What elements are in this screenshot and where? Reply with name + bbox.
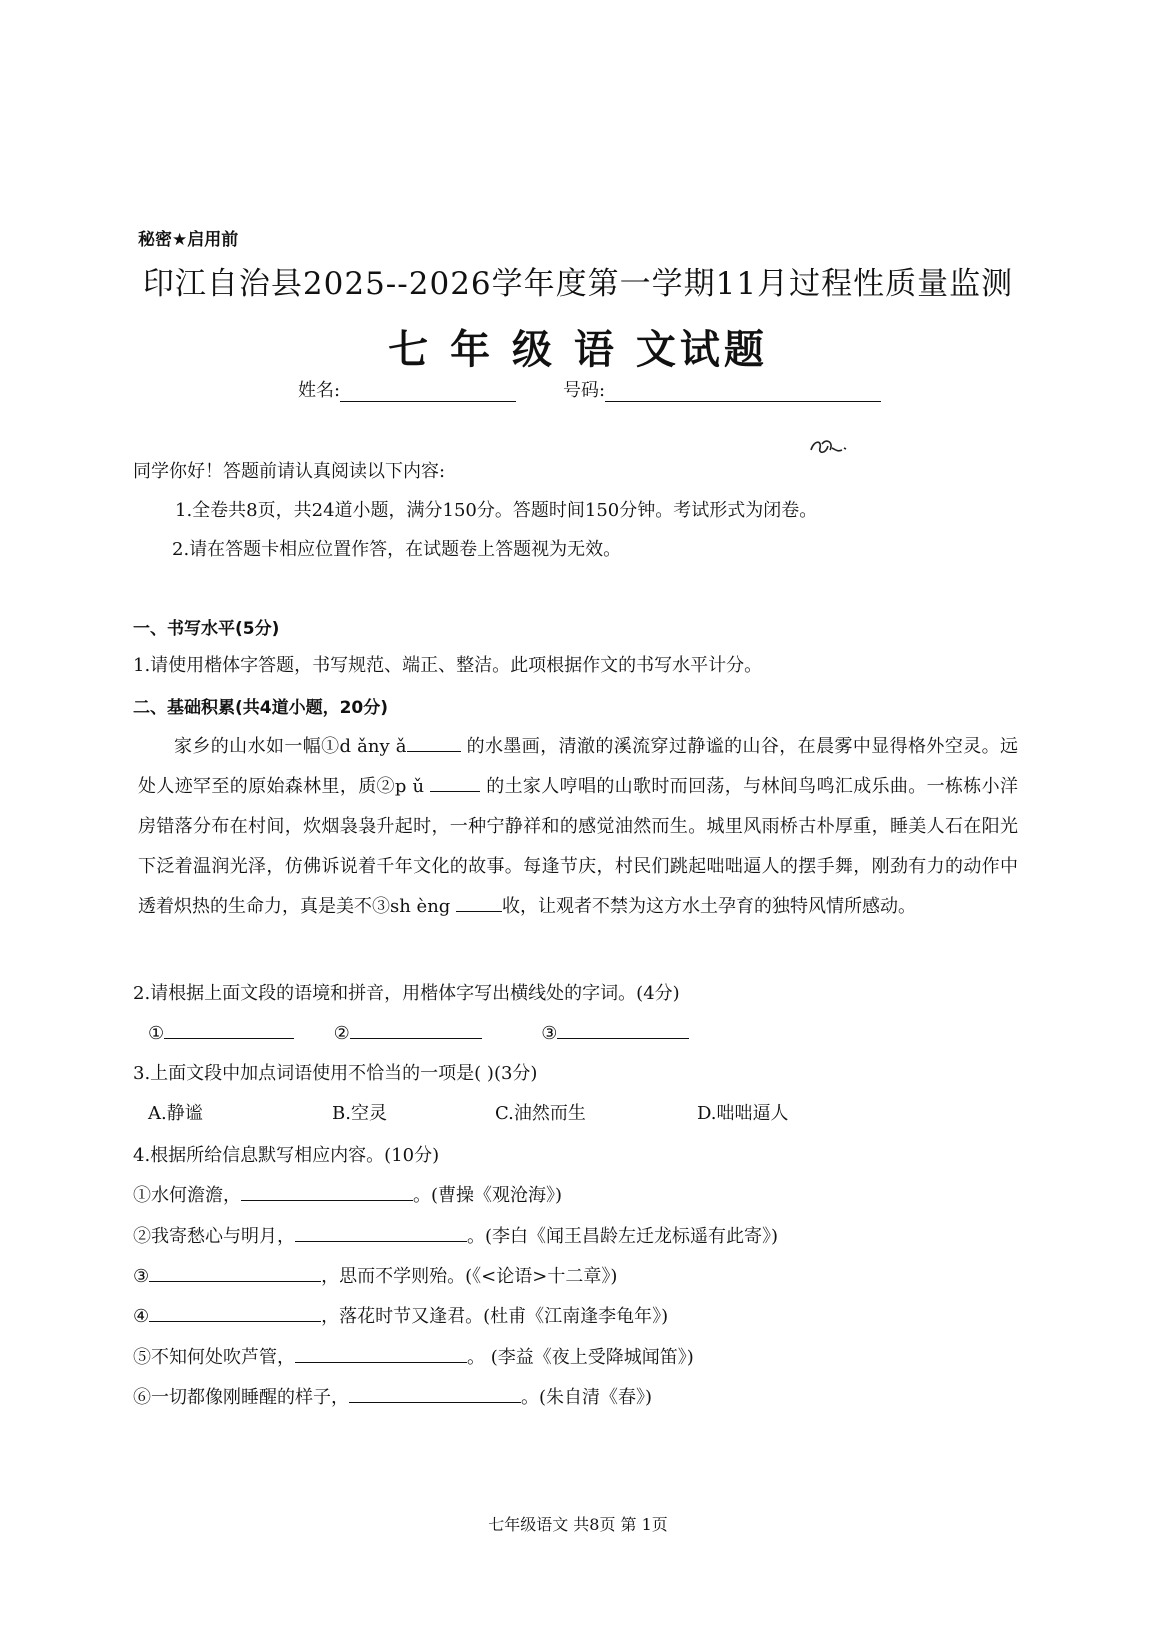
- q3-option-d[interactable]: D.咄咄逼人: [697, 1103, 789, 1124]
- q3-option-b[interactable]: B.空灵: [332, 1103, 387, 1124]
- passage-part-1: 家乡的山水如一幅①d ǎny ǎ: [174, 736, 407, 757]
- section-2-heading: 二、基础积累(共4道小题，20分): [133, 698, 389, 718]
- notice-intro: 同学你好！答题前请认真阅读以下内容:: [133, 461, 446, 482]
- q4-blank-2[interactable]: [295, 1223, 467, 1242]
- q4-item-1: [133, 1182, 562, 1210]
- number-label: 号码:: [563, 380, 606, 401]
- q4-blank-3[interactable]: [149, 1263, 321, 1282]
- exam-subtitle: 七 年 级 语 文试题: [388, 327, 768, 373]
- q2-blank-3[interactable]: [557, 1020, 689, 1039]
- q4-item-2-source: 。(李白《闻王昌龄左迁龙标遥有此寄》): [467, 1226, 779, 1247]
- question-4: 4.根据所给信息默写相应内容。(10分): [133, 1145, 440, 1166]
- name-field: [298, 376, 516, 402]
- q4-item-5-prompt: ⑤不知何处吹芦管，: [133, 1347, 295, 1368]
- q2-blank-1[interactable]: [164, 1020, 294, 1039]
- name-label: 姓名:: [298, 380, 341, 401]
- passage-part-4: 收，让观者不禁为这方水土孕育的独特风情所感动。: [502, 896, 917, 917]
- q4-blank-4[interactable]: [149, 1303, 321, 1322]
- q4-item-3-source: ，思而不学则殆。(《<论语>十二章》): [321, 1266, 618, 1287]
- q3-option-a[interactable]: A.静谧: [148, 1103, 203, 1124]
- exam-title: 印江自治县2025--2026学年度第一学期11月过程性质量监测: [142, 266, 1014, 302]
- question-1: 1.请使用楷体字答题，书写规范、端正、整洁。此项根据作文的书写水平计分。: [133, 655, 763, 676]
- page-footer: 七年级语文 共8页 第 1页: [488, 1515, 668, 1534]
- q2-answer-row: [148, 1020, 689, 1048]
- q4-item-2: [133, 1223, 778, 1251]
- q4-blank-6[interactable]: [349, 1384, 521, 1403]
- q4-item-5-source: 。 (李益《夜上受降城闻笛》): [467, 1347, 694, 1368]
- q4-item-6-source: 。(朱自清《春》): [521, 1387, 653, 1408]
- pinyin-blank-1[interactable]: [407, 733, 461, 752]
- q4-item-4: [133, 1303, 668, 1331]
- q4-blank-1[interactable]: [241, 1182, 413, 1201]
- q2-label-2: ②: [333, 1023, 350, 1044]
- q4-blank-5[interactable]: [295, 1344, 467, 1363]
- q4-item-1-source: 。(曹操《观沧海》): [413, 1185, 563, 1206]
- section-1-heading: 一、书写水平(5分): [133, 619, 280, 639]
- q4-item-4-prompt: ④: [133, 1306, 150, 1327]
- name-blank[interactable]: [340, 381, 516, 402]
- pinyin-blank-2[interactable]: [430, 773, 480, 792]
- q4-item-6-prompt: ⑥一切都像刚睡醒的样子，: [133, 1387, 349, 1408]
- q2-blank-2[interactable]: [350, 1020, 482, 1039]
- q2-label-1: ①: [148, 1023, 165, 1044]
- q4-item-3-prompt: ③: [133, 1266, 150, 1287]
- number-field: [563, 376, 881, 402]
- q2-label-3: ③: [541, 1023, 558, 1044]
- passage-part-3: 的土家人哼唱的山歌时而回荡，与林间鸟鸣汇成乐曲。一栋栋小洋房错落分布在村间，炊烟袅袅升起时，一种宁静祥和的感觉油然而生。城里风雨桥古朴厚重，睡美人石在阳光下泛着温润光泽，仿佛诉说着千年文化的故事。每逢节庆，村民们跳起咄咄逼人的摆手舞，刚劲有力的动作中透着炽热的生命力，真是美不③sh èng: [138, 776, 1019, 917]
- q4-item-5: [133, 1344, 694, 1372]
- q4-item-6: [133, 1384, 652, 1412]
- q4-item-1-prompt: ①水何澹澹，: [133, 1185, 241, 1206]
- notice-item-2: 2.请在答题卡相应位置作答，在试题卷上答题视为无效。: [172, 539, 622, 560]
- q4-item-2-prompt: ②我寄愁心与明月，: [133, 1226, 295, 1247]
- q4-item-4-source: ，落花时节又逢君。(杜甫《江南逢李龟年》): [321, 1306, 669, 1327]
- question-3: 3.上面文段中加点词语使用不恰当的一项是( )(3分): [133, 1063, 538, 1084]
- confidential-mark: 秘密★启用前: [138, 230, 239, 250]
- q4-item-3: [133, 1263, 617, 1291]
- q3-option-c[interactable]: C.油然而生: [495, 1103, 586, 1124]
- pinyin-blank-3[interactable]: [456, 893, 502, 912]
- number-blank[interactable]: [605, 381, 881, 402]
- notice-item-1: 1.全卷共8页，共24道小题，满分150分。答题时间150分钟。考试形式为闭卷。: [175, 500, 818, 521]
- question-2: 2.请根据上面文段的语境和拼音，用楷体字写出横线处的字词。(4分): [133, 983, 680, 1004]
- reading-passage: [138, 727, 1018, 927]
- passage-part-2: 的水墨画，清澈的溪流穿过静谧的山谷，在晨雾中显得格外空灵。远处人迹罕至的原始森林里，质②p ǔ: [138, 736, 1018, 797]
- handwritten-scribble: [808, 436, 848, 458]
